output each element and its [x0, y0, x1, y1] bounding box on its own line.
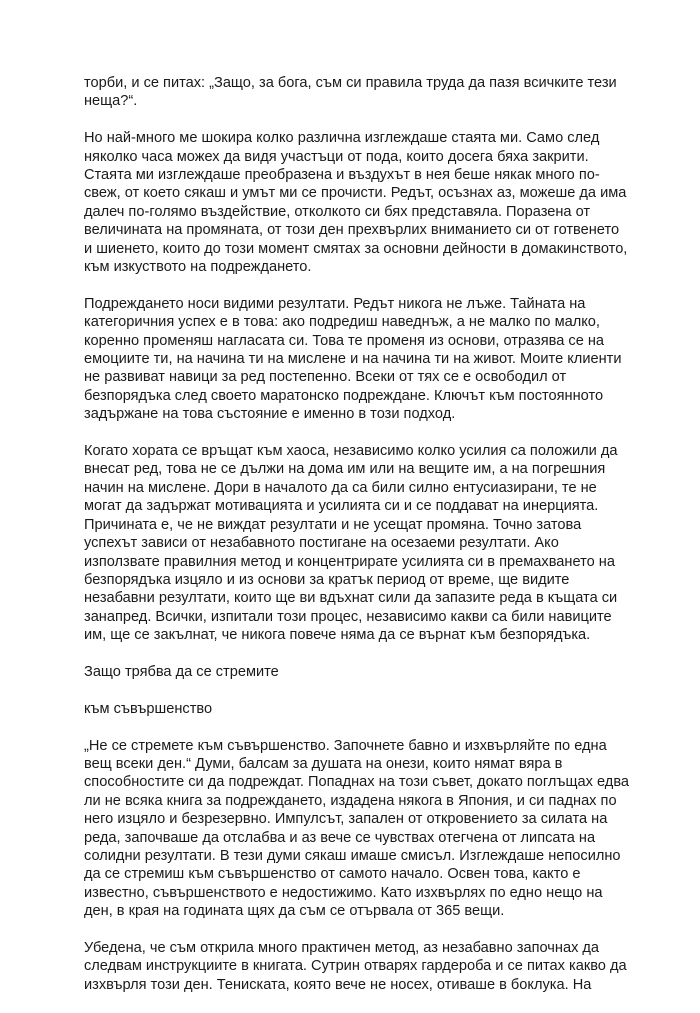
text-line: категоричния успех е в това: ако подредиш наведнъж, а не малко по малко, [84, 314, 600, 331]
text-line: Причината е, че не виждат резултати и не усещат промяна. Точно затова [84, 516, 582, 533]
paragraph [84, 700, 644, 718]
text-line: ден, в края на годината щях да съм се отървала от 365 вещи. [84, 903, 505, 920]
text-line: към изкуството на подреждането. [84, 259, 312, 276]
text-line: изхвърля този ден. Тениската, която вече не носех, отиваше в боклука. На [84, 976, 592, 993]
text-line: им, ще се закълнат, че никога повече няма да се върнат към безпорядъка. [84, 627, 591, 644]
text-line: вещ всеки ден.“ Думи, балсам за душата на онези, които нямат вяра в [84, 755, 563, 772]
text-line: внесат ред, това не се дължи на дома им или на вещите им, а на погрешния [84, 461, 606, 478]
text-line: няколко часа можех да видя участъци от пода, които досега бяха закрити. [84, 148, 589, 165]
text-line: към съвършенство [84, 700, 213, 717]
text-line: Стаята ми изглеждаше преобразена и въздухът в нея беше някак много по- [84, 167, 600, 184]
text-line: безпорядъка след своето маратонско подреждане. Ключът към постоянното [84, 387, 604, 404]
paragraph [84, 939, 644, 994]
text-line: Защо трябва да се стремите [84, 663, 279, 680]
text-line: емоциите ти, на начина ти на мислене и на начина ти на живот. Моите клиенти [84, 351, 622, 368]
text-line: Но най-много ме шокира колко различна изглеждаше стаята ми. Само след [84, 130, 600, 147]
paragraph [84, 442, 644, 644]
text-line: занапред. Всички, изпитали този процес, независимо какви са били навиците [84, 608, 612, 625]
text-line: могат да задържат мотивацията и усилията си и се поддават на инерцията. [84, 498, 599, 515]
text-line: солидни резултати. В тези думи сякаш имаше смисъл. Изглеждаше непосилно [84, 847, 621, 864]
text-line: незабавни резултати, които ще ви вдъхнат сили да запазите реда в къщата си [84, 590, 618, 607]
text-line: величината на промяната, от този ден прехвърлих вниманието си от готвенето [84, 222, 620, 239]
text-line: ли не всяка книга за подреждането, издадена някога в Япония, и си паднах по [84, 792, 617, 809]
text-line: не развиват навици за ред постепенно. Всеки от тях се е освободил от [84, 369, 567, 386]
text-line: далеч по-голямо въздействие, отколкото си бях представяла. Поразена от [84, 203, 591, 220]
text-line: следвам инструкциите в книгата. Сутрин отварях гардероба и се питах какво да [84, 958, 627, 975]
text-line: Когато хората се връщат към хаоса, независимо колко усилия са положили да [84, 443, 618, 460]
text-line: начин на мислене. Дори в началото да са били силно ентусиазирани, те не [84, 479, 597, 496]
paragraph [84, 129, 644, 276]
text-line: реда, започваше да отслабва и аз вече се чувствах отегчена от липсата на [84, 829, 596, 846]
text-line: него изцяло и безрезервно. Импулсът, запален от откровението за силата на [84, 811, 608, 828]
text-line: свеж, от което сякаш и умът ми се прочисти. Редът, осъзнах аз, можеше да има [84, 185, 627, 202]
paragraph [84, 295, 644, 424]
text-line: задържане на това състояние е именно в този подход. [84, 406, 456, 423]
text-line: Подреждането носи видими резултати. Редът никога не лъже. Тайната на [84, 295, 586, 312]
text-line: „Не се стремете към съвършенство. Започнете бавно и изхвърляйте по една [84, 737, 607, 754]
paragraph [84, 663, 644, 681]
text-line: коренно променяш нагласата си. Това те променя из основи, отразява се на [84, 332, 605, 349]
paragraph [84, 74, 644, 111]
text-line: неща?“. [84, 93, 138, 110]
text-line: и шиенето, които до този момент смятах за основни дейности в домакинството, [84, 240, 628, 257]
text-line: торби, и се питах: „Защо, за бога, съм си правила труда да пазя всичките тези [84, 75, 617, 91]
text-line: успехът зависи от незабавното постигане на осезаеми резултати. Ако [84, 535, 559, 552]
text-line: да се стремиш към съвършенство от самото начало. Освен това, както е [84, 866, 581, 883]
text-line: безпорядъка изцяло и из основи за кратък период от време, ще видите [84, 571, 570, 588]
text-line: използвате правилния метод и концентрирате усилията си в премахването на [84, 553, 615, 570]
body-text [84, 74, 644, 1013]
paragraph [84, 737, 644, 921]
text-line: способностите си да подреждат. Попаднах на този съвет, докато поглъщах едва [84, 774, 630, 791]
text-line: Убедена, че съм открила много практичен метод, аз незабавно започнах да [84, 939, 600, 956]
text-line: известно, съвършенството е недостижимо. Като изхвърлях по едно нещо на [84, 884, 603, 901]
